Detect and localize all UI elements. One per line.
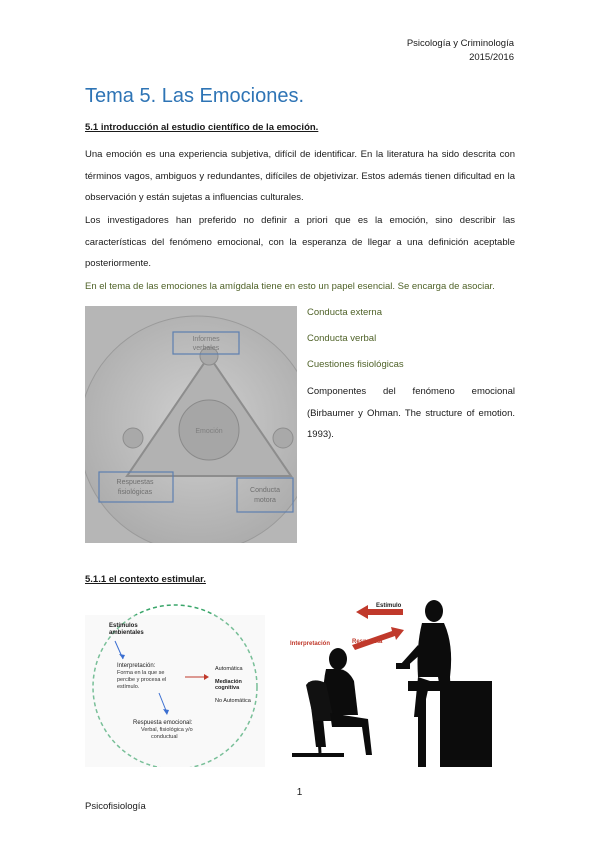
paragraph-1: Una emoción es una experiencia subjetiva, difícil de identificar. En la literatura ha sido descrita con términos vagos, ambiguos y redundantes, difíciles de objetivizar. Estos además tienen dificultad en la observación y están sujetas a influencias culturales. <box>85 149 515 203</box>
stimulus-context-diagram <box>85 597 265 767</box>
side-list-item: Cuestiones fisiológicas <box>307 359 404 370</box>
header-course: Psicología y Criminología <box>406 38 514 49</box>
emotion-components-figure <box>85 306 297 543</box>
page-footer: Psicofisiología <box>85 801 146 812</box>
respuesta-label: Respuesta <box>352 639 383 645</box>
interpretacion-label-1: Interpretación: <box>117 663 156 669</box>
mediacion-label-1: Mediación <box>215 679 242 685</box>
side-list-item: Conducta externa <box>307 307 382 318</box>
section-heading-5-1-1: 5.1.1 el contexto estimular. <box>85 574 206 585</box>
page-number: 1 <box>296 787 303 798</box>
respuesta-label-3: conductual <box>151 734 178 740</box>
fig1-right-label-1: Conducta <box>250 487 280 494</box>
fig1-left-label-2: fisiológicas <box>117 489 153 496</box>
respuesta-label-2: Verbal, fisiológica y/o <box>141 727 193 733</box>
fig1-top-label-2: verbales <box>192 345 220 352</box>
respuesta-label-1: Respuesta emocional: <box>133 720 193 726</box>
fig1-left-label-1: Respuestas <box>116 479 154 486</box>
figure-caption: Componentes del fenómeno emocional (Birbaumer y Ohman. The structure of emotion. 1993). <box>307 386 515 440</box>
fig1-right-label-2: motora <box>254 497 276 504</box>
no-automatica-label: No Automática <box>215 698 251 704</box>
estimulo-label: Estímulo <box>376 603 402 609</box>
fig1-center-label: Emoción <box>195 428 223 435</box>
estimulos-label-1: Estímulos <box>109 623 138 629</box>
document-title: Tema 5. Las Emociones. <box>85 85 304 107</box>
automatica-label: Automática <box>215 666 243 672</box>
amygdala-note: En el tema de las emociones la amígdala tiene en esto un papel esencial. Se encarga de asociar. <box>85 281 495 292</box>
paragraph-2: Los investigadores han preferido no definir a priori que es la emoción, sino describir las características del fenómeno emocional, con la esperanza de llegar a una definición aceptable posteriormente. <box>85 215 515 269</box>
fig1-top-label-1: Informes <box>192 336 220 343</box>
interpretacion-label-3: percibe y procesa el <box>117 677 167 683</box>
interview-silhouette-illustration <box>268 597 492 767</box>
page-header <box>407 37 514 65</box>
interpretacion-arrow-label: Interpretación <box>290 641 331 647</box>
header-year: 2015/2016 <box>469 52 514 63</box>
mediacion-label-2: cognitiva <box>215 685 240 691</box>
section-heading-5-1: 5.1 introducción al estudio científico de la emoción. <box>85 122 319 133</box>
interpretacion-label-2: Forma en la que se <box>117 670 165 676</box>
interpretacion-label-4: estímulo. <box>117 684 140 690</box>
estimulos-label-2: ambientales <box>109 630 144 636</box>
side-list-item: Conducta verbal <box>307 333 377 344</box>
